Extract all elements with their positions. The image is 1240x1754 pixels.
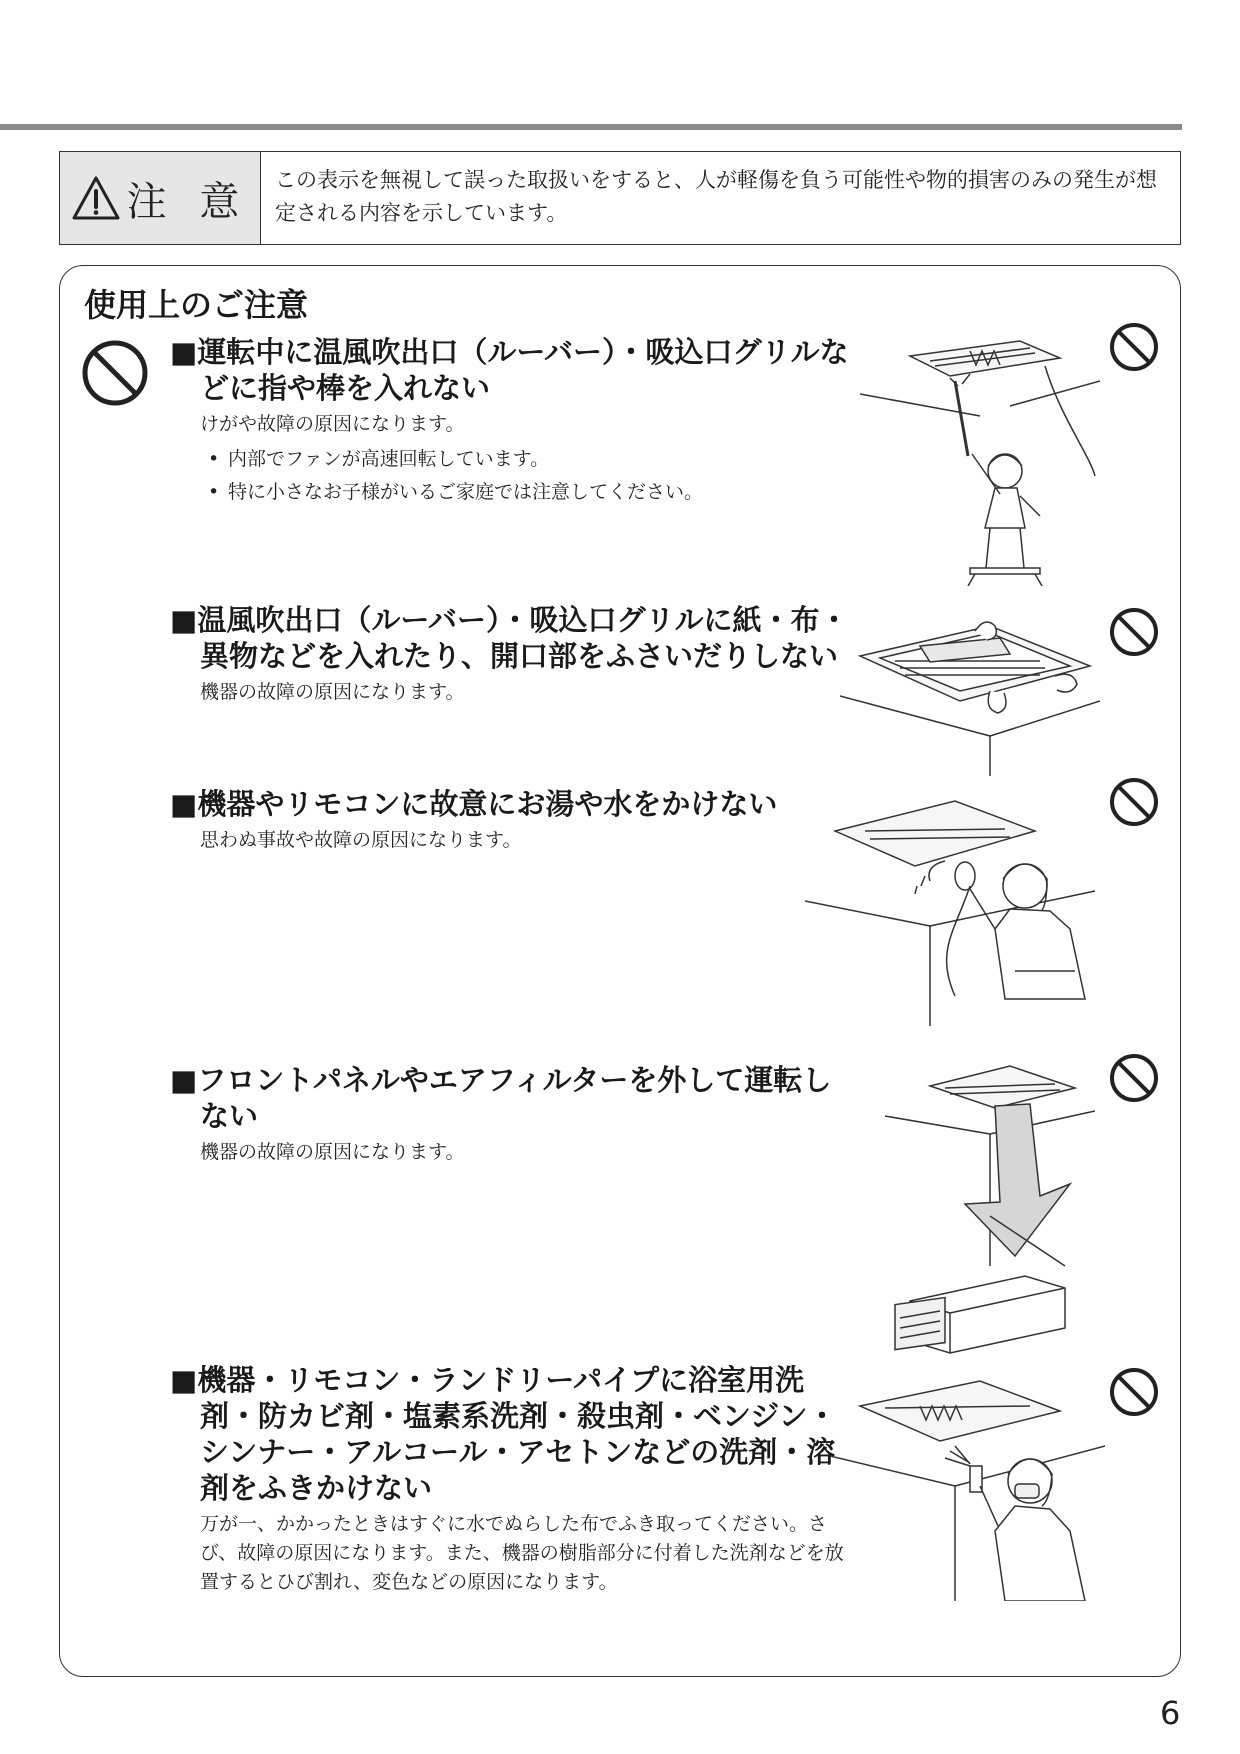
blocked-grille-illustration — [840, 606, 1100, 776]
prohibited-icon — [1108, 1052, 1160, 1104]
note-bullets — [170, 443, 860, 509]
usage-notes-panel — [59, 265, 1181, 1677]
panel-removed-illustration — [885, 1056, 1095, 1376]
prohibited-icon — [80, 338, 150, 408]
page-number: 6 — [1160, 1694, 1181, 1732]
note-heading: ■温風吹出口（ルーバー）・吸込口グリルに紙・布・異物などを入れたり、開口部をふさいだりしない — [170, 603, 849, 673]
bullet-item: • 内部でファンが高速回転しています。 — [200, 443, 860, 476]
prohibited-icon — [1108, 1366, 1160, 1418]
note-body: 思わぬ事故や故障の原因になります。 — [200, 829, 522, 851]
warning-triangle-icon — [71, 175, 121, 221]
child-poking-illustration — [860, 336, 1100, 586]
note-body: 機器の故障の原因になります。 — [200, 681, 465, 703]
caution-description: この表示を無視して誤った取扱いをすると、人が軽傷を負う可能性や物的損害のみの発生が想定される内容を示しています。 — [275, 168, 1157, 225]
note-body: 機器の故障の原因になります。 — [200, 1141, 465, 1163]
detergent-spray-illustration — [830, 1366, 1105, 1601]
caution-title: 注 意 — [126, 178, 250, 225]
note-heading: ■運転中に温風吹出口（ルーバー）・吸込口グリルなどに指や棒を入れない — [170, 335, 849, 405]
prohibited-icon — [1108, 606, 1160, 658]
section-title: 使用上のご注意 — [84, 286, 309, 324]
prohibited-icon — [1108, 776, 1160, 828]
water-spray-illustration — [805, 781, 1105, 1026]
note-body: 万が一、かかったときはすぐに水でぬらした布でふき取ってください。さび、故障の原因になります。また、機器の樹脂部分に付着した洗剤などを放置するとひび割れ、変色などの原因になります。 — [200, 1513, 844, 1593]
note-body: けがや故障の原因になります。 — [200, 413, 465, 435]
top-rule — [0, 124, 1182, 130]
note-item-water — [170, 786, 860, 855]
note-item-blocking — [170, 602, 860, 707]
note-heading: ■機器やリモコンに故意にお湯や水をかけない — [170, 787, 778, 821]
note-item-fingers — [170, 334, 860, 509]
note-item-filter — [170, 1062, 860, 1167]
note-heading: ■機器・リモコン・ランドリーパイプに浴室用洗剤・防カビ剤・塩素系洗剤・殺虫剤・ベンジン・シンナー・アルコール・アセトンなどの洗剤・溶剤をふきかけない — [170, 1363, 837, 1505]
note-item-detergent — [170, 1362, 860, 1597]
prohibited-icon — [1108, 321, 1160, 373]
caution-box — [59, 151, 1181, 245]
caution-header — [60, 152, 261, 244]
note-heading: ■フロントパネルやエアフィルターを外して運転しない — [170, 1063, 832, 1133]
bullet-item: • 特に小さなお子様がいるご家庭では注意してください。 — [200, 476, 860, 509]
